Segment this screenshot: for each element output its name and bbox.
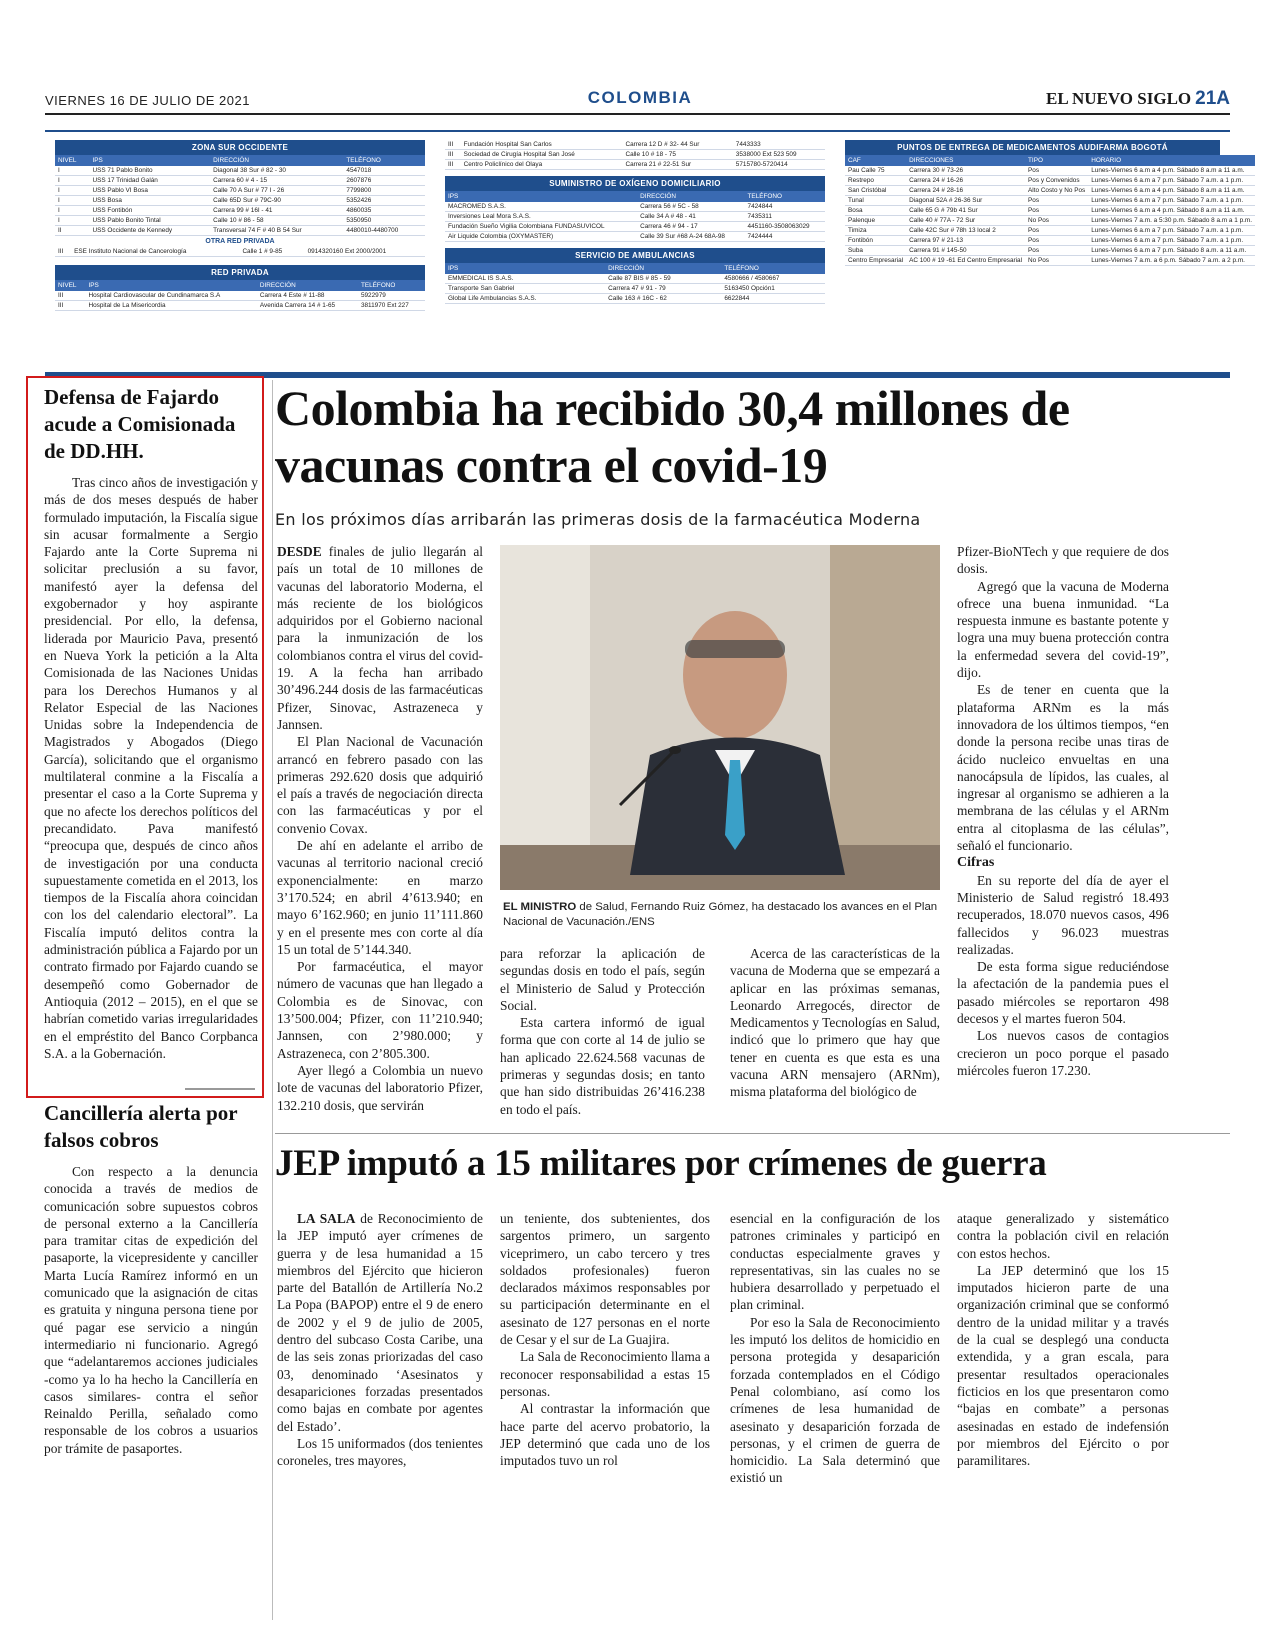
table-cell: Diagonal 38 Sur # 82 - 30	[210, 166, 343, 176]
article-paragraph: En su reporte del día de ayer el Ministerio de Salud registró 18.493 recuperados, 18.070 nuevos casos, 496 fallecidos y 96.023 muestras realizadas.	[957, 872, 1169, 957]
tables-column-2	[445, 140, 825, 304]
article-paragraph: Esta cartera informó de igual forma que con corte al 14 de julio se han aplicado 22.624.568 vacunas de primeras y segundas dosis; en tanto que han sido distribuidas 26’416.238 en todo el país.	[500, 1015, 705, 1117]
table-cell: 0914320160 Ext 2000/2001	[305, 247, 425, 257]
article-dek: En los próximos días arribarán las primeras dosis de la farmacéutica Moderna	[275, 510, 921, 529]
table-otra-red	[55, 247, 425, 257]
column-header: IPS	[90, 155, 211, 166]
table-header-row	[55, 280, 425, 291]
table-cell: 7435311	[745, 212, 825, 222]
table-cell: Calle 10 # 86 - 58	[210, 216, 343, 226]
sidebar-headline-1: Defensa de Fajardo acude a Comisionada de DD.HH.	[44, 385, 236, 463]
table-cell: Tunal	[845, 196, 906, 206]
table-cell: Lunes-Viernes 7 a.m. a 6 p.m. Sábado 7 a.m. a 2 p.m.	[1088, 256, 1255, 266]
table-cell: Calle 1 # 9-85	[239, 247, 304, 257]
table-cell: Sociedad de Cirugía Hospital San José	[461, 150, 623, 160]
table-cell: Transversal 74 F # 40 B 54 Sur	[210, 226, 343, 236]
article-paragraph: Los 15 uniformados (dos tenientes coroneles, tres mayores,	[277, 1435, 483, 1469]
table-cell: USS 17 Trinidad Galán	[90, 176, 211, 186]
table-row	[55, 216, 425, 226]
article-paragraph: Los nuevos casos de contagios crecieron un poco porque el pasado miércoles fueron 17.230.	[957, 1028, 1169, 1078]
table-cell: Carrera 97 # 21-13	[906, 236, 1025, 246]
table-header-row	[845, 155, 1255, 166]
column-header: DIRECCIÓN	[605, 263, 721, 274]
table-cell: Calle 10 # 18 - 75	[622, 150, 732, 160]
column-header: TELÉFONO	[721, 263, 825, 274]
table-row	[55, 186, 425, 196]
article-column-3	[730, 945, 940, 1101]
table-ambulancias	[445, 263, 825, 304]
table-cell: Pos	[1025, 206, 1088, 216]
column-divider	[272, 380, 273, 1620]
minister-photo	[500, 545, 940, 890]
table-row	[445, 140, 825, 150]
table-cell: Centro Policlínico del Olaya	[461, 160, 623, 170]
table-cell: Pos	[1025, 236, 1088, 246]
table-row	[845, 176, 1255, 186]
table-red-privada	[55, 280, 425, 311]
table-cell: Timiza	[845, 226, 906, 236]
table-cell: Pos y Convenidos	[1025, 176, 1088, 186]
table-cell: Lunes-Viernes 6 a.m a 4 p.m. Sábado 8 a.m a 11 a.m.	[1088, 206, 1255, 216]
table-cell: Lunes-Viernes 6 a.m a 7 p.m. Sábado 7 a.m. a 1 p.m.	[1088, 176, 1255, 186]
table-cell: Pos	[1025, 226, 1088, 236]
table-row	[845, 236, 1255, 246]
column-header: HORARIO	[1088, 155, 1255, 166]
divider	[185, 1088, 255, 1090]
table-cell: Hospital de La Misericordia	[85, 301, 256, 311]
table-row	[445, 232, 825, 242]
table-cell: Lunes-Viernes 6 a.m a 7 p.m. Sábado 8 a.m. a 11 a.m.	[1088, 246, 1255, 256]
table-cell: Pau Calle 75	[845, 166, 906, 176]
table-cell: 4580666 / 4580667	[721, 274, 825, 284]
table-cell: I	[55, 206, 90, 216]
table-cell: Carrera 47 # 91 - 79	[605, 284, 721, 294]
article2-column-3	[730, 1210, 940, 1487]
column-header: NIVEL	[55, 280, 85, 291]
lead-word: DESDE	[277, 544, 322, 559]
table-cell: III	[55, 291, 85, 301]
table-cell: EMMEDICAL IS S.A.S.	[445, 274, 605, 284]
article-paragraph: Al contrastar la información que hace parte del acervo probatorio, la JEP determinó que cada uno de los imputados tuvo un rol	[500, 1401, 710, 1469]
table-cell: USS Pablo Bonito Tintal	[90, 216, 211, 226]
table-title: PUNTOS DE ENTREGA DE MEDICAMENTOS AUDIFARMA BOGOTÁ	[845, 140, 1220, 155]
table-row	[445, 274, 825, 284]
article-headline: Colombia ha recibido 30,4 millones de vacunas contra el covid-19	[275, 380, 1070, 493]
column-header: DIRECCIÓN	[257, 280, 358, 291]
table-cell: Calle 39 Sur #68 A-24 68A-98	[637, 232, 744, 242]
table-cell: Fundación Sueño Vigilia Colombiana FUNDASUVICOL	[445, 222, 637, 232]
table-cell: I	[55, 166, 90, 176]
table-header-row	[445, 263, 825, 274]
table-cell: Lunes-Viernes 6 a.m a 4 p.m. Sábado 8 a.m a 11 a.m.	[1088, 186, 1255, 196]
table-cell: III	[445, 150, 461, 160]
table-cell: Calle 34 A # 48 - 41	[637, 212, 744, 222]
table-cell: AC 100 # 19 -61 Ed Centro Empresarial	[906, 256, 1025, 266]
table-cell: 7799800	[343, 186, 425, 196]
article2-column-1	[277, 1210, 483, 1469]
table-cell: Calle 70 A Sur # 77 I - 26	[210, 186, 343, 196]
column-header: DIRECCIÓN	[210, 155, 343, 166]
photo-caption: EL MINISTRO de Salud, Fernando Ruiz Gómez, ha destacado los avances en el Plan Nacional de Vacunación./ENS	[503, 901, 938, 928]
table-row	[445, 150, 825, 160]
table-row	[845, 166, 1255, 176]
table-cell: I	[55, 196, 90, 206]
article2-column-4	[957, 1210, 1169, 1469]
table-cell: Lunes-Viernes 6 a.m a 7 p.m. Sábado 7 a.m. a 1 p.m.	[1088, 196, 1255, 206]
table-cell: Suba	[845, 246, 906, 256]
table-row	[55, 176, 425, 186]
table-row	[55, 206, 425, 216]
table-cell: Global Life Ambulancias S.A.S.	[445, 294, 605, 304]
directory-tables	[45, 130, 1253, 378]
table-cell: I	[55, 216, 90, 226]
article-paragraph: DESDE finales de julio llegarán al país un total de 10 millones de vacunas del laboratorio Moderna, el más reciente de los biológicos adquiridos por el Gobierno nacional para la inmunización de los colombianos contra el virus del covid-19. A la fecha han arribado 30’496.244 dosis de las farmacéuticas Pfizer, Sinovac, Astrazeneca y Jannsen.	[277, 544, 483, 732]
table-cell: Lunes-Viernes 6 a.m a 4 p.m. Sábado 8 a.m a 11 a.m.	[1088, 166, 1255, 176]
table-cell: No Pos	[1025, 216, 1088, 226]
article-paragraph: El Plan Nacional de Vacunación arrancó en febrero pasado con las primeras 292.620 dosis que adquirió el país a través de negociación directa con las farmacéuticas y por el convenio Covax.	[277, 734, 483, 836]
table-cell: III	[55, 301, 85, 311]
tables-column-3	[845, 140, 1253, 266]
table-row	[445, 202, 825, 212]
table-row	[845, 246, 1255, 256]
article-paragraph: De ahí en adelante el arribo de vacunas al territorio nacional creció exponencialmente: en marzo 3’170.524; en abril 4’613.940; en mayo 6’162.960; en junio 11’111.860 y en el presente mes con corte al día 15 un total de 5’144.340.	[277, 838, 483, 957]
table-cell: Fundación Hospital San Carlos	[461, 140, 623, 150]
table-row	[445, 294, 825, 304]
table-cell: II	[55, 226, 90, 236]
article-paragraph: un teniente, dos subtenientes, dos sargentos primero, un sargento viceprimero, un cabo tercero y tres soldados profesionales) fueron declarados máximos responsables por su participación determinante en el asesinato de 127 personas en el norte de Cesar y el sur de La Guajira.	[500, 1211, 710, 1348]
table-row	[845, 226, 1255, 236]
table-cell: MACROMED S.A.S.	[445, 202, 637, 212]
table-cell: Carrera 46 # 94 - 17	[637, 222, 744, 232]
table-row	[55, 166, 425, 176]
table-cell: Alto Costo y No Pos	[1025, 186, 1088, 196]
table-cell: 4860035	[343, 206, 425, 216]
article-paragraph: Es de tener en cuenta que la plataforma ARNm es la más innovadora de los últimos tiempos, “en donde la persona recibe unas tiras de ácido nucleico envueltas en una nanocápsula de lípidos, las cuales, al ingresar al organismo se adhieren a la membrana de las células y el ARNm entra al citoplasma de las células”, señaló el funcionario.	[957, 682, 1169, 854]
table-cell: 3538000 Ext 523 509	[733, 150, 825, 160]
table-cell: Carrera 99 # 16I - 41	[210, 206, 343, 216]
table-cell: Fontibón	[845, 236, 906, 246]
table-cell: Transporte San Gabriel	[445, 284, 605, 294]
table-cell: 5352426	[343, 196, 425, 206]
table-cell: Centro Empresarial	[845, 256, 906, 266]
column-header: IPS	[445, 191, 637, 202]
table-title: ZONA SUR OCCIDENTE	[55, 140, 425, 155]
table-cell: Carrera 56 # 5C - 58	[637, 202, 744, 212]
table-cell: Pos	[1025, 166, 1088, 176]
article-paragraph: Ayer llegó a Colombia un nuevo lote de vacunas del laboratorio Pfizer, 132.210 dosis, que servirán	[277, 1062, 483, 1113]
table-cell: Carrera 24 # 16-26	[906, 176, 1025, 186]
table-cell: San Cristóbal	[845, 186, 906, 196]
table-row	[445, 284, 825, 294]
table-header-row	[55, 155, 425, 166]
column-header: DIRECCIONES	[906, 155, 1025, 166]
table-hospitals	[445, 140, 825, 170]
table-cell: Carrera 12 D # 32- 44 Sur	[622, 140, 732, 150]
table-cell: III	[445, 160, 461, 170]
table-sur-occidente	[55, 155, 425, 236]
column-header: CAF	[845, 155, 906, 166]
table-cell: Restrepo	[845, 176, 906, 186]
table-cell: Carrera 91 # 145-50	[906, 246, 1025, 256]
newspaper-brand	[1046, 88, 1230, 110]
column-header: DIRECCIÓN	[637, 191, 744, 202]
article-paragraph: Por eso la Sala de Reconocimiento les imputó los delitos de homicidio en persona protegida y desaparición forzada contemplados en el Código Penal colombiano, así como los crímenes de lesa humanidad de asesinato y desaparición forzada de personas, y el crimen de guerra de homicidio. La Sala determinó que existió un	[730, 1314, 940, 1486]
table-cell: Palenque	[845, 216, 906, 226]
table-cell: 7424444	[745, 232, 825, 242]
table-cell: Lunes-Viernes 6 a.m a 7 p.m. Sábado 7 a.m. a 1 p.m.	[1088, 236, 1255, 246]
column-header: TELÉFONO	[343, 155, 425, 166]
table-row	[55, 291, 425, 301]
table-row	[55, 226, 425, 236]
table-cell: Air Liquide Colombia (OXYMASTER)	[445, 232, 637, 242]
article-paragraph: La JEP determinó que los 15 imputados hicieron parte de una organización criminal que se conformó dentro de la unidad militar y a través de la cual se desplegó una conducta extendida, y a gran escala, para presentar resultados operacionales ficticios en los que presentaron como “bajas en combate” a personas asesinadas en estado de indefensión por miembros del Ejército o por paramilitares.	[957, 1262, 1169, 1469]
column-header: IPS	[445, 263, 605, 274]
table-row	[845, 216, 1255, 226]
sidebar-body-1: Tras cinco años de investigación y más de dos meses después de haber formulado imputación, la Fiscalía sigue sin acusar formalmente a Sergio Fajardo ante la Corte Suprema ni solicitar preclusión a su favor, manifestó ayer la defensa del exgobernador y hoy aspirante presidencial. Por ello, la defensa, liderada por Mauricio Pava, presentó en Nueva York la petición a la Alta Comisionada de las Naciones Unidas para los Derechos Humanos y al Relator Especial de las Naciones Unidas sobre la Independencia de Magistrados y Abogados (Diego García), solicitando que el organismo multilateral conmine a la Fiscalía a presentar el caso a la Corte Suprema y que no afecte los derechos políticos del precandidato. Pava manifestó “preocupa que, después de cinco años de investigación por una conducta supuestamente cometida en el 2013, los tiempos de la Fiscalía ahora coincidan con los del calendario electoral”. La Fiscalía imputó delitos contra la administración pública a Fajardo por un contrato firmado por Fajardo cuando se desempeñó como Gobernador de Antioquia (2012 – 2015), en el que se habrían cometido varias irregularidades en el empréstito del Banco Corpbanca S.A. a la Gobernación.	[44, 475, 258, 1061]
table-cell: III	[445, 140, 461, 150]
column-header: TELÉFONO	[745, 191, 825, 202]
table-cell: 4480010-4480700	[343, 226, 425, 236]
article-paragraph: ataque generalizado y sistemático contra la población civil en relación con estos hechos.	[957, 1211, 1169, 1261]
article-paragraph: Agregó que la vacuna de Moderna ofrece una buena inmunidad. “La respuesta inmune es bastante potente y logra una muy buena protección contra la enfermedad severa del covid-19”, dijo.	[957, 578, 1169, 681]
article-paragraph: Pfizer-BioNTech y que requiere de dos dosis.	[957, 544, 1169, 577]
table-row	[845, 196, 1255, 206]
article-paragraph: esencial en la configuración de los patrones criminales y participó en conductas especialmente graves y representativas, sin las cuales no se hubiera desarrollado y perpetuado el plan criminal.	[730, 1211, 940, 1313]
table-row	[845, 206, 1255, 216]
table-cell: Avenida Carrera 14 # 1-65	[257, 301, 358, 311]
table-cell: USS Fontibón	[90, 206, 211, 216]
table-cell: Calle 87 BIS # 85 - 59	[605, 274, 721, 284]
table-cell: ESE Instituto Nacional de Cancerología	[71, 247, 239, 257]
article2-column-2	[500, 1210, 710, 1469]
table-cell: Calle 163 # 16C - 62	[605, 294, 721, 304]
table-oxigeno	[445, 191, 825, 242]
table-cell: USS Pablo VI Bosa	[90, 186, 211, 196]
table-cell: I	[55, 176, 90, 186]
article2-headline: JEP imputó a 15 militares por crímenes de guerra	[275, 1143, 1047, 1184]
table-cell: 4547018	[343, 166, 425, 176]
article-column-1	[277, 543, 483, 1114]
table-audifarma	[845, 155, 1255, 266]
table-cell: USS 71 Pablo Bonito	[90, 166, 211, 176]
sidebar-body-2: Con respecto a la denuncia conocida a través de medios de comunicación sobre supuestos cobros de personal externo a la Cancillería para tramitar citas de expedición del pasaporte, la vicepresidente y canciller Marta Lucía Ramírez informó en un comunicado que la asignación de citas es gratuita y ninguna persona tiene por qué pagar ese servicio a ningún intermediario ni funcionario. Agregó que “adelantaremos acciones judiciales -como ya lo ha hecho la Cancillería en casos similares- contra el señor Reinaldo Perilla, señalado como responsable de los cobros a usuarios por trámite de pasaportes.	[44, 1164, 258, 1456]
table-cell: 5715780-5720414	[733, 160, 825, 170]
table-cell: Carrera 21 # 22-51 Sur	[622, 160, 732, 170]
table-cell: Lunes-Viernes 7 a.m. a 5:30 p.m. Sábado 8 a.m a 1 p.m.	[1088, 216, 1255, 226]
column-header: TIPO	[1025, 155, 1088, 166]
table-title: RED PRIVADA	[55, 265, 425, 280]
table-cell: USS Bosa	[90, 196, 211, 206]
table-cell: 7443333	[733, 140, 825, 150]
table-cell: 5922979	[358, 291, 425, 301]
table-cell: Carrera 30 # 73-26	[906, 166, 1025, 176]
table-cell: USS Occidente de Kennedy	[90, 226, 211, 236]
article-column-2	[500, 945, 705, 1118]
article-paragraph: LA SALA de Reconocimiento de la JEP imputó ayer crímenes de guerra y de lesa humanidad a 15 miembros del Ejército que hicieron parte del Batallón de Artillería No.2 La Popa (BAPOP) entre el 9 de enero de 2002 y el 9 de julio de 2005, dentro del subcaso Costa Caribe, una de las seis zonas priorizadas del caso 03, denominado ‘Asesinatos y desapariciones forzadas presentados como bajas en combate por agentes del Estado’.	[277, 1211, 483, 1434]
tables-column-1	[55, 140, 425, 311]
table-cell: 4451160-3508063029	[745, 222, 825, 232]
table-cell: I	[55, 186, 90, 196]
header-rule	[45, 113, 1230, 115]
table-row	[445, 212, 825, 222]
table-title: SERVICIO DE AMBULANCIAS	[445, 248, 825, 263]
lead-word: LA SALA	[297, 1211, 356, 1226]
article-paragraph: Acerca de las características de la vacuna de Moderna que se empezará a aplicar en las próximas semanas, Leonardo Arregocés, director de Medicamentos y Tecnologías en Salud, indicó que lo primero que hay que tener en cuenta es que esta es una vacuna ARN mensajero (ARNm), misma plataforma del biológico de	[730, 946, 940, 1100]
sidebar-headline-2: Cancillería alerta por falsos cobros	[44, 1101, 238, 1152]
page-date: VIERNES 16 DE JULIO DE 2021	[45, 93, 250, 108]
table-cell: Carrera 24 # 28-16	[906, 186, 1025, 196]
table-cell: Lunes-Viernes 6 a.m a 7 p.m. Sábado 7 a.m. a 1 p.m.	[1088, 226, 1255, 236]
column-header: IPS	[85, 280, 256, 291]
table-row	[55, 196, 425, 206]
table-cell: 5350950	[343, 216, 425, 226]
column-header: TELÉFONO	[358, 280, 425, 291]
table-cell: Pos	[1025, 246, 1088, 256]
article-paragraph: Por farmacéutica, el mayor número de vacunas que han llegado a Colombia es de Sinovac, con 13’500.004; Pfizer, con 11’210.940; Jannsen, con 2’980.000; y Astrazeneca, con 2’805.300.	[277, 959, 483, 1061]
column-header: NIVEL	[55, 155, 90, 166]
table-row	[845, 186, 1255, 196]
article-subhead: Cifras	[957, 855, 995, 871]
table-cell: 7424844	[745, 202, 825, 212]
article-divider	[275, 1133, 1230, 1134]
table-cell: Diagonal 52A # 26-36 Sur	[906, 196, 1025, 206]
table-row	[445, 222, 825, 232]
table-cell: Pos	[1025, 196, 1088, 206]
table-cell: Carrera 60 # 4 - 15	[210, 176, 343, 186]
table-cell: Calle 42C Sur # 78h 13 local 2	[906, 226, 1025, 236]
table-cell: Hospital Cardiovascular de Cundinamarca S.A	[85, 291, 256, 301]
table-cell: Calle 65 G # 79b 41 Sur	[906, 206, 1025, 216]
table-row	[845, 256, 1255, 266]
table-row	[445, 160, 825, 170]
article-column-4	[957, 543, 1169, 1079]
table-cell: No Pos	[1025, 256, 1088, 266]
section-name: COLOMBIA	[587, 88, 693, 107]
table-header-row	[445, 191, 825, 202]
table-row	[55, 301, 425, 311]
table-cell: Bosa	[845, 206, 906, 216]
article-paragraph: para reforzar la aplicación de segundas dosis en todo el país, según el Ministerio de Salud y Protección Social.	[500, 946, 705, 1013]
table-cell: Calle 65D Sur # 79C-90	[210, 196, 343, 206]
article-paragraph: La Sala de Reconocimiento llama a reconocer responsabilidad a estas 15 personas.	[500, 1349, 710, 1399]
table-cell: Inversiones Leal Mora S.A.S.	[445, 212, 637, 222]
table-cell: 5163450 Opción1	[721, 284, 825, 294]
article-paragraph: De esta forma sigue reduciéndose la afectación de la pandemia pues el pasado miércoles se reportaron 498 decesos y el martes fueron 504.	[957, 959, 1169, 1027]
photo-illustration	[500, 545, 940, 890]
page-number: 21A	[1195, 88, 1230, 109]
brand-name: EL NUEVO SIGLO	[1045, 89, 1192, 108]
table-cell: Calle 40 # 77A - 72 Sur	[906, 216, 1025, 226]
table-title: SUMINISTRO DE OXÍGENO DOMICILIARIO	[445, 176, 825, 191]
table-cell: 6622844	[721, 294, 825, 304]
table-cell: III	[55, 247, 71, 257]
table-cell: 2607876	[343, 176, 425, 186]
table-cell: Carrera 4 Este # 11-88	[257, 291, 358, 301]
table-cell: 3811970 Ext 227	[358, 301, 425, 311]
table-subtitle: OTRA RED PRIVADA	[205, 238, 275, 245]
table-row	[55, 247, 425, 257]
